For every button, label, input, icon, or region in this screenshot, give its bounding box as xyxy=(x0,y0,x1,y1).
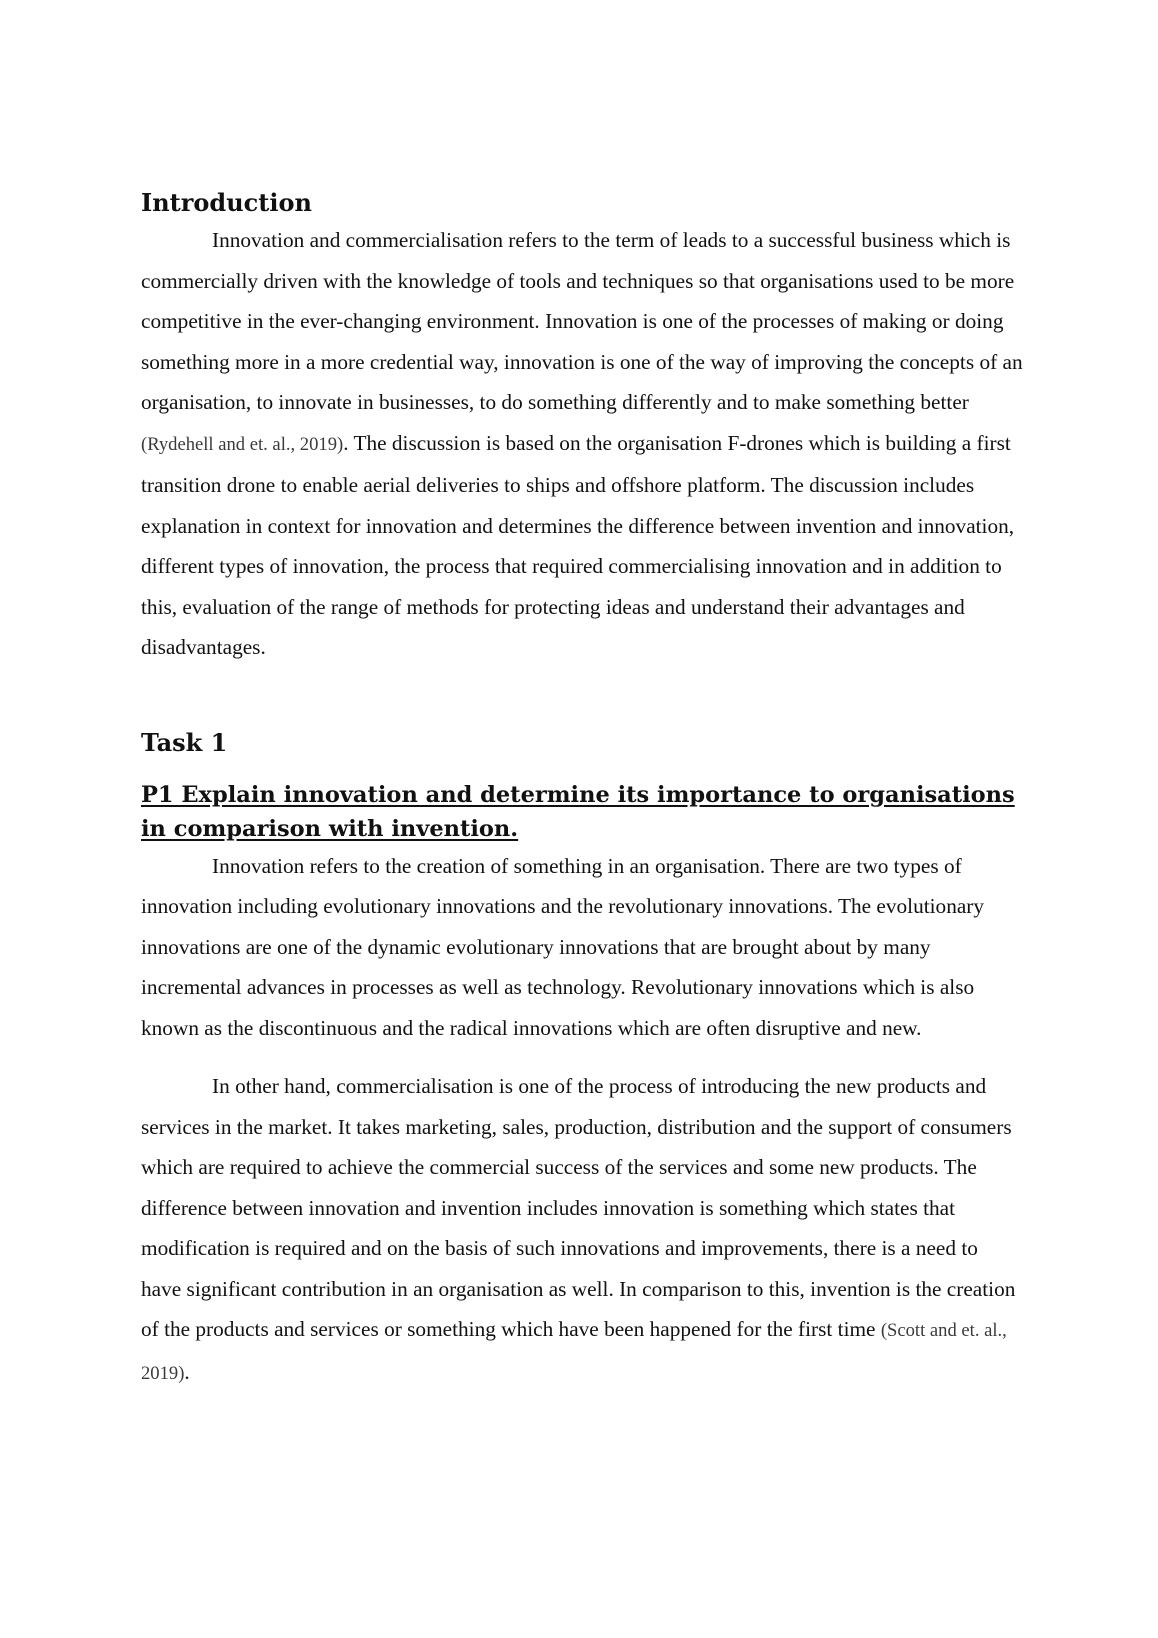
introduction-text-end: . The discussion is based on the organisation F-drones which is building a first transition drone to enable aerial deliveries to ships and offshore platform. The discussion includes explanation in context for innovation and determines the difference between invention and innovation, different types of innovation, the process that required commercialising innovation and in addition to this, evaluation of the range of methods for protecting ideas and understand their advantages and disadvantages. xyxy=(141,430,1015,659)
task1-heading: Task 1 xyxy=(141,727,228,757)
introduction-paragraph xyxy=(141,220,1023,668)
introduction-text-start: Innovation and commercialisation refers to the term of leads to a successful business which is commercially driven with the knowledge of tools and techniques so that organisations used to be more competitive in the ever-changing environment. Innovation is one of the processes of making or doing something more in a more credential way, innovation is one of the way of improving the concepts of an organisation, to innovate in businesses, to do something differently and to make something better xyxy=(141,228,1023,414)
task1-paragraph-2-text: In other hand, commercialisation is one of the process of introducing the new products and services in the market. It takes marketing, sales, production, distribution and the support of consumers which are required to achieve the commercial success of the services and some new products. The difference between innovation and invention includes innovation is something which states that modification is required and on the basis of such innovations and improvements, there is a need to have significant contribution in an organisation as well. In comparison to this, invention is the creation of the products and services or something which have been happened for the first time xyxy=(141,1074,1016,1341)
introduction-citation: (Rydehell and et. al., 2019) xyxy=(141,433,344,455)
task1-paragraph-2-end: . xyxy=(184,1359,190,1384)
document-body xyxy=(141,186,1023,1394)
introduction-heading: Introduction xyxy=(141,188,312,217)
task1-subheading: P1 Explain innovation and determine its importance to organisations in comparison with invention. xyxy=(141,781,1015,842)
task1-paragraph-2 xyxy=(141,1066,1023,1394)
task1-paragraph-1: Innovation refers to the creation of something in an organisation. There are two types of innovation including evolutionary innovations and the revolutionary innovations. The evolutionary innovations are one of the dynamic evolutionary innovations that are brought about by many incremental advances in processes as well as technology. Revolutionary innovations which is also known as the discontinuous and the radical innovations which are often disruptive and new. xyxy=(141,853,985,1040)
task1-paragraph-2-citation: (Scott and et. al., 2019) xyxy=(141,1320,1007,1384)
